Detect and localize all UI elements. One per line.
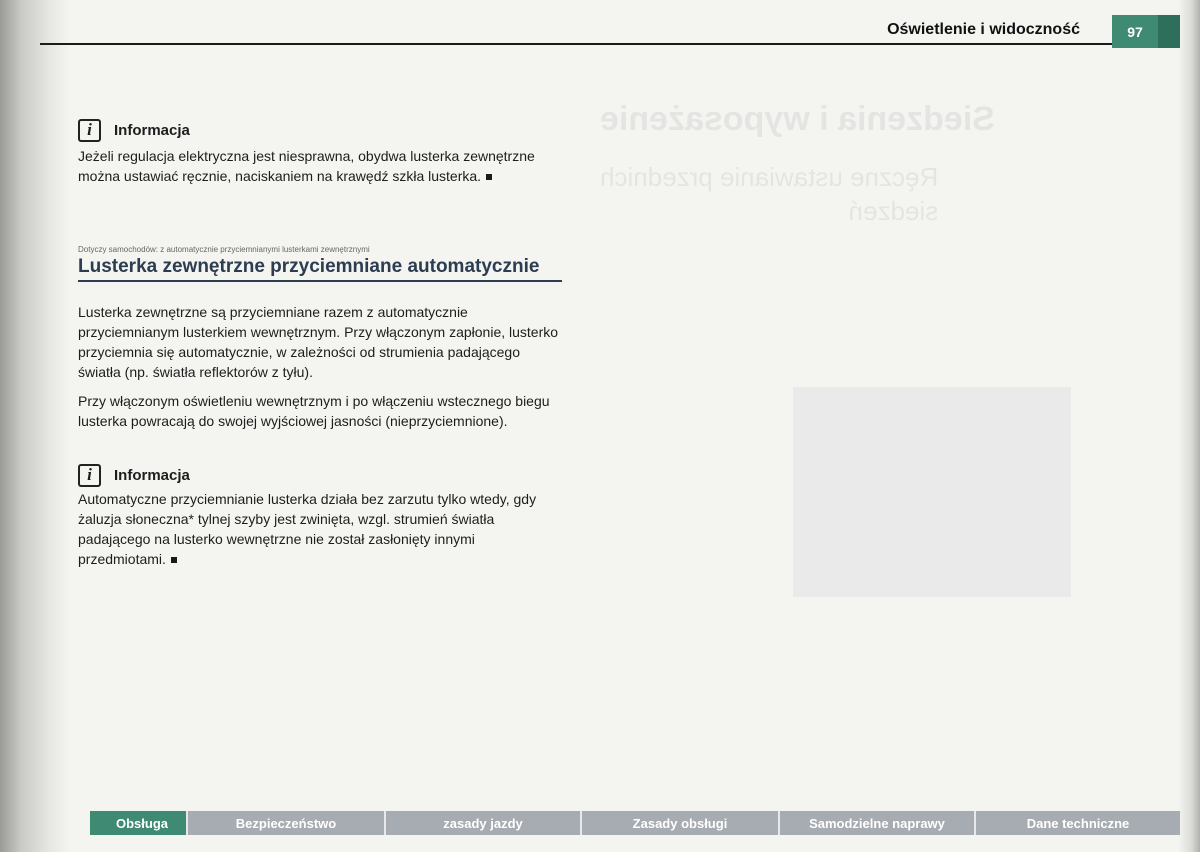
end-mark-icon <box>171 557 177 563</box>
info-text-1 <box>78 146 562 186</box>
ghost-page-subtitle <box>600 160 938 228</box>
applicability-note: Dotyczy samochodów: z automatycznie przyciemnianymi lusterkami zewnętrznymi <box>78 245 370 254</box>
ghost-subtitle-line-1: Ręczne ustawianie przednich <box>600 162 939 192</box>
info-icon: i <box>78 464 101 487</box>
page-number-tab <box>1158 15 1180 48</box>
tab-dane-techniczne[interactable]: Dane techniczne <box>976 811 1180 835</box>
page-number: 97 <box>1112 15 1158 48</box>
tab-bezpieczenstwo[interactable]: Bezpieczeństwo <box>188 811 386 835</box>
page-edge-shadow <box>1178 0 1200 852</box>
book-spine-shadow <box>0 0 70 852</box>
header-rule <box>40 43 1112 45</box>
section-title: Lusterka zewnętrzne przyciemniane automatycznie <box>78 256 562 282</box>
ghost-figure <box>793 387 1071 597</box>
chapter-tabs <box>90 811 1180 835</box>
section-paragraph-2: Przy włączonym oświetleniu wewnętrznym i po włączeniu wstecznego biegu lusterka powracają do swojej wyjściowej jasności (nieprzyciemnione). <box>78 393 550 429</box>
end-mark-icon <box>486 174 492 180</box>
info-text-2-content: Automatyczne przyciemnianie lusterka działa bez zarzutu tylko wtedy, gdy żaluzja słoneczna* tylnej szyby jest zwinięta, wzgl. strumień światła padającego na lusterko wewnętrzne nie został zasłonięty innymi przedmiotami. <box>78 491 537 567</box>
ghost-page-title: Siedzenia i wyposażenie <box>600 100 995 138</box>
info-text-1-content: Jeżeli regulacja elektryczna jest niesprawna, obydwa lusterka zewnętrzne można ustawiać ręcznie, naciskaniem na krawędź szkła lusterka. <box>78 148 535 184</box>
info-heading-1 <box>78 118 562 142</box>
section-paragraph-1: Lusterka zewnętrzne są przyciemniane razem z automatycznie przyciemnianym lusterkiem wewnętrznym. Przy włączonym zapłonie, lusterko przyciemnia się automatycznie, w zależności od strumienia padającego światła (np. światła reflektorów z tyłu). <box>78 304 559 380</box>
tab-zasady-obslugi[interactable]: Zasady obsługi <box>582 811 780 835</box>
chapter-title: Oświetlenie i widoczność <box>887 21 1080 38</box>
info-title: Informacja <box>114 121 190 139</box>
info-heading-2 <box>78 463 562 487</box>
tab-zasady-jazdy[interactable]: zasady jazdy <box>386 811 582 835</box>
info-title: Informacja <box>114 466 190 484</box>
info-icon: i <box>78 119 101 142</box>
ghost-subtitle-line-2: siedzeń <box>848 196 939 226</box>
info-text-2 <box>78 489 562 569</box>
tab-obsluga[interactable]: Obsługa <box>90 811 188 835</box>
main-column <box>78 118 562 569</box>
tab-samodzielne-naprawy[interactable]: Samodzielne naprawy <box>780 811 976 835</box>
